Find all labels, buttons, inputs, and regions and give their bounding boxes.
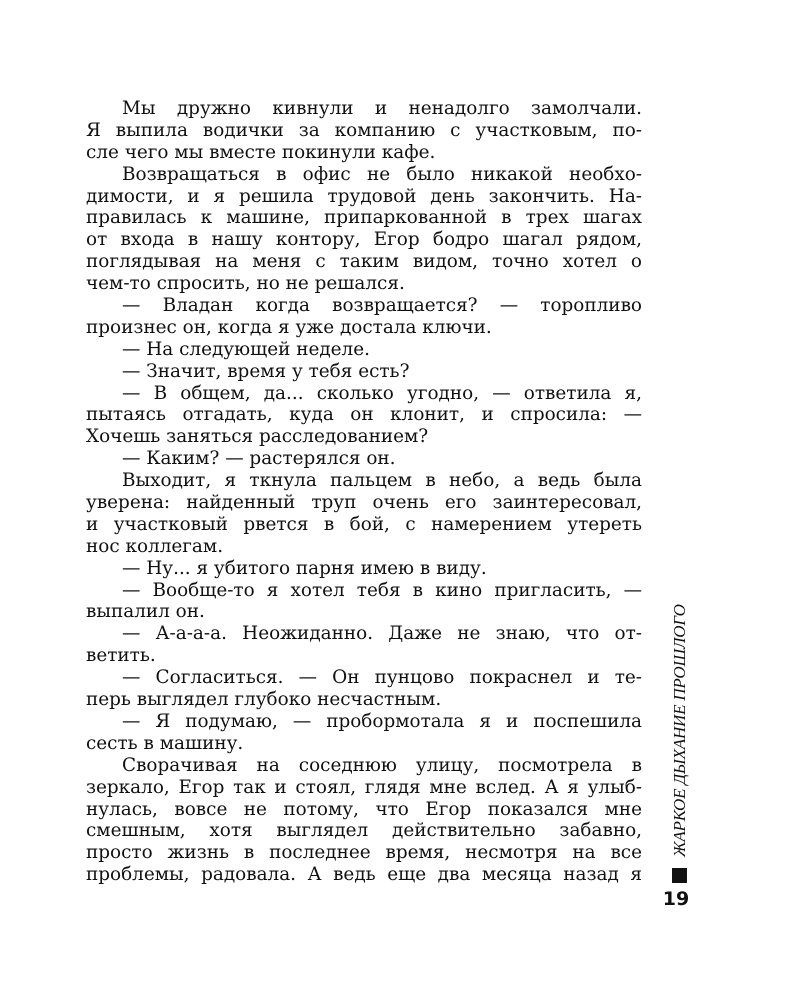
page-number: 19 bbox=[662, 888, 690, 910]
text-line: ветить. bbox=[86, 645, 156, 667]
text-line: смешным, хотя выглядел действительно забавно, bbox=[86, 820, 642, 842]
text-line: сесть в машину. bbox=[86, 732, 244, 754]
text-line: димости, и я решила трудовой день закончить. На- bbox=[86, 185, 642, 207]
text-line: чем-то спросить, но не решался. bbox=[86, 273, 405, 295]
text-line: — В общем, да... сколько угодно, — ответила я, bbox=[122, 382, 642, 404]
text-line: нос коллегам. bbox=[86, 535, 224, 557]
text-line: — А-а-а-а. Неожиданно. Даже не знаю, что от- bbox=[122, 623, 642, 645]
text-line: зеркало, Егор так и стоял, глядя мне вслед. А я улыб- bbox=[86, 776, 642, 798]
text-line: — Ну... я убитого парня имею в виду. bbox=[122, 557, 487, 579]
text-line: Мы дружно кивнули и ненадолго замолчали. bbox=[122, 98, 642, 119]
text-line: сле чего мы вместе покинули кафе. bbox=[86, 141, 436, 163]
body-text bbox=[86, 98, 642, 886]
running-title: ЖАРКОЕ ДЫХАНИЕ ПРОШЛОГО bbox=[670, 604, 689, 858]
text-line: просто жизнь в последнее время, несмотря на все bbox=[86, 842, 642, 864]
text-line: Я выпила водички за компанию с участковым, по- bbox=[86, 119, 642, 141]
text-line: поглядывая на меня с таким видом, точно хотел о bbox=[86, 251, 642, 273]
text-line: — Вообще-то я хотел тебя в кино пригласить, — bbox=[122, 579, 642, 601]
text-line: перь выглядел глубоко несчастным. bbox=[86, 689, 442, 711]
text-line: — Владан когда возвращается? — торопливо bbox=[122, 295, 642, 317]
text-line: нулась, вовсе не потому, что Егор показался мне bbox=[86, 798, 642, 820]
text-line: Возвращаться в офис не было никакой необхо- bbox=[122, 163, 642, 185]
text-line: уверена: найденный труп очень его заинтересовал, bbox=[86, 492, 642, 514]
text-line: выпалил он. bbox=[86, 601, 205, 623]
text-line: — Значит, время у тебя есть? bbox=[122, 360, 410, 382]
text-line: Выходит, я ткнула пальцем в небо, а ведь была bbox=[122, 470, 642, 492]
text-line: и участковый рвется в бой, с намерением утереть bbox=[86, 513, 642, 535]
black-square-icon bbox=[672, 868, 687, 883]
text-line: Хочешь заняться расследованием? bbox=[86, 426, 429, 448]
text-line: — Я подумаю, — пробормотала я и поспешила bbox=[122, 710, 642, 732]
text-line: — Согласиться. — Он пунцово покраснел и те- bbox=[122, 667, 642, 689]
text-line: — На следующей неделе. bbox=[122, 338, 370, 360]
text-line: от входа в нашу контору, Егор бодро шагал рядом, bbox=[86, 229, 642, 251]
text-line: — Каким? — растерялся он. bbox=[122, 448, 396, 470]
text-line: правилась к машине, припаркованной в трех шагах bbox=[86, 207, 642, 229]
text-line: пытаясь отгадать, куда он клонит, и спросила: — bbox=[86, 404, 642, 426]
text-line: Сворачивая на соседнюю улицу, посмотрела в bbox=[122, 754, 642, 776]
text-line: проблемы, радовала. А ведь еще два месяца назад я bbox=[86, 864, 642, 886]
text-line: произнес он, когда я уже достала ключи. bbox=[86, 316, 492, 338]
